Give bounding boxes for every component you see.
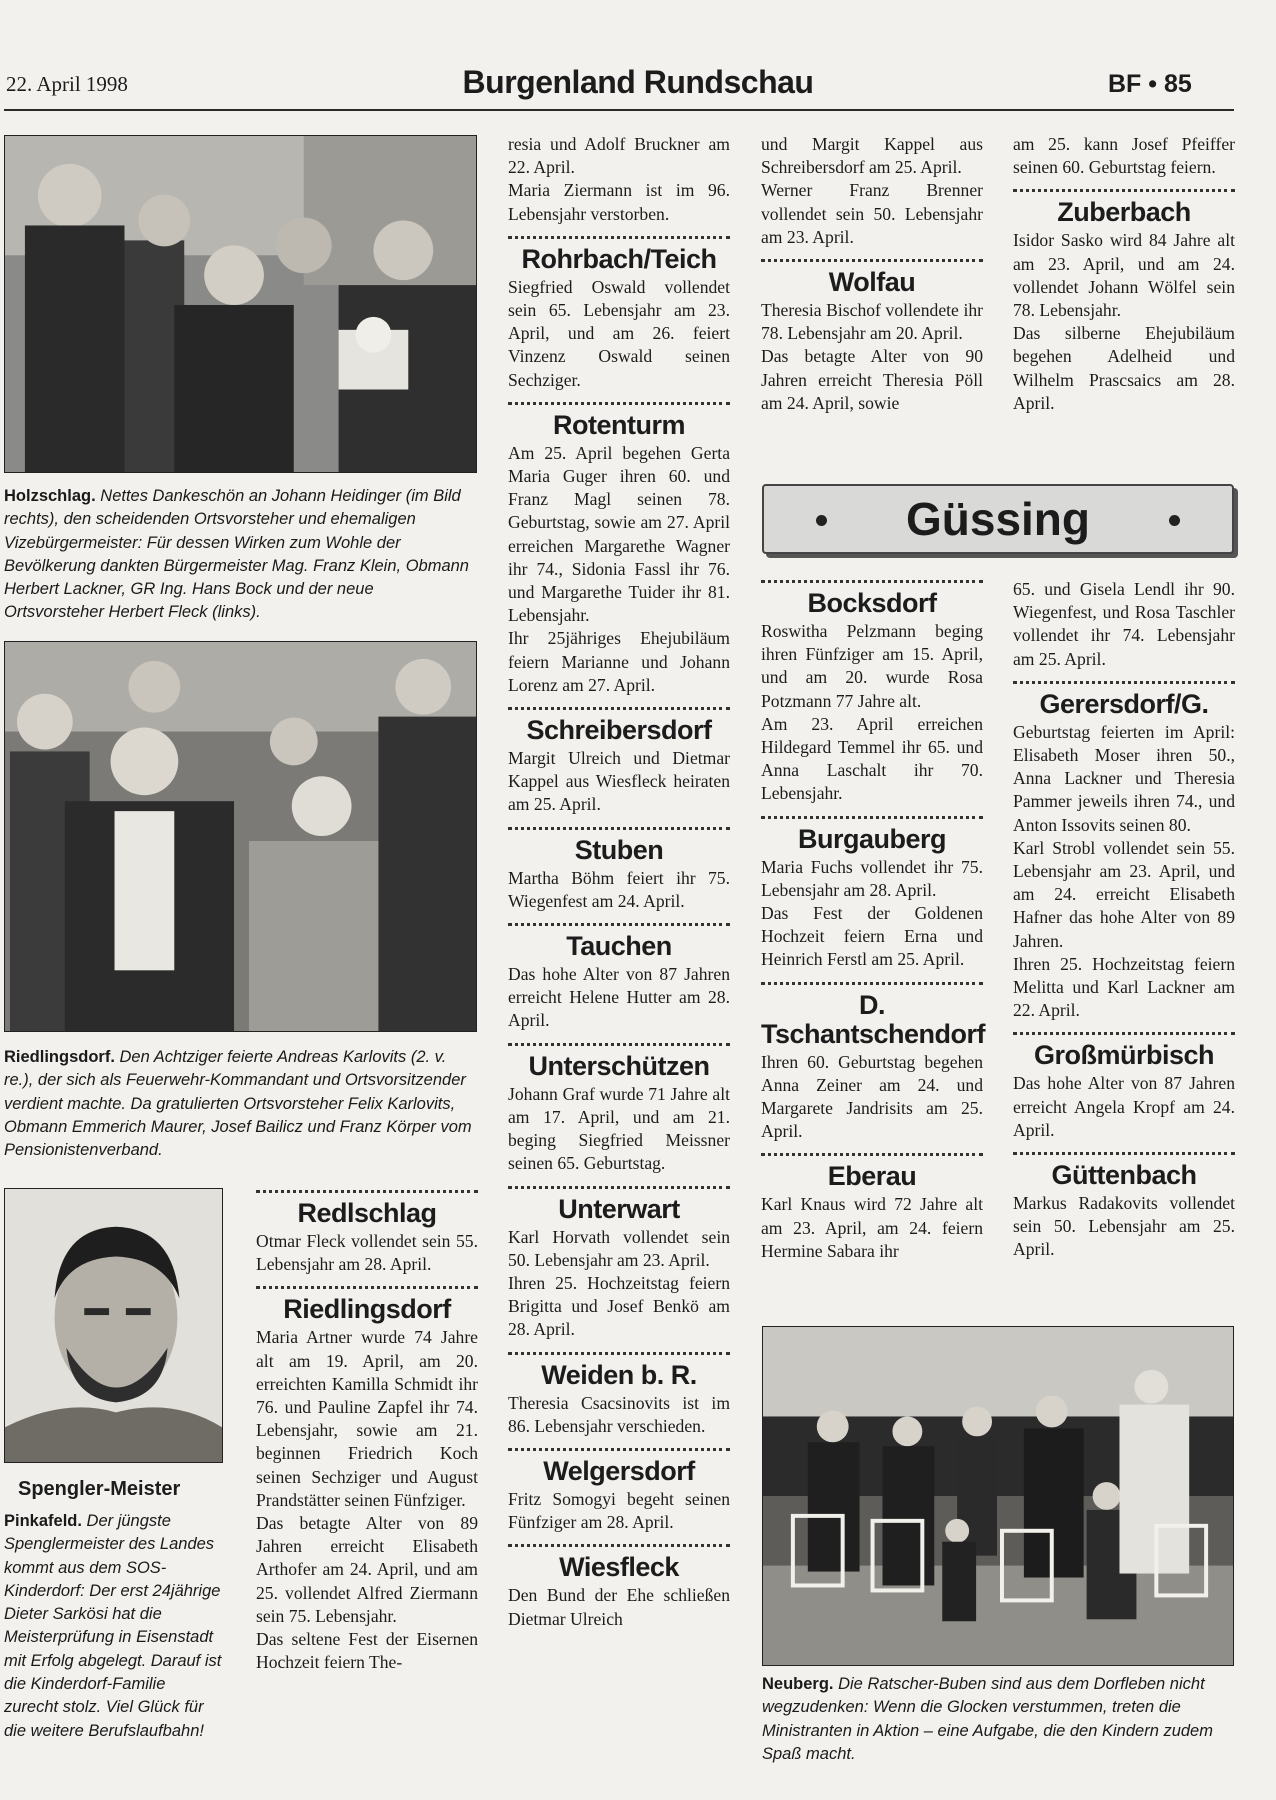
dotted-divider <box>761 1148 983 1156</box>
column-intro: am 25. kann Josef Pfeiffer seinen 60. Geburtstag feiern. <box>1013 134 1235 178</box>
newspaper-title: Burgenland Rundschau <box>462 64 814 100</box>
caption-lead: Riedlingsdorf. <box>4 1048 115 1066</box>
caption-lead: Holzschlag. <box>4 487 96 505</box>
town-heading: Bocksdorf <box>807 588 937 618</box>
issue-date: 22. April 1998 <box>6 72 128 96</box>
dotted-divider <box>508 1038 730 1046</box>
town-heading: Redlschlag <box>297 1198 437 1228</box>
town-heading: Tauchen <box>566 931 672 962</box>
town-heading: Unterwart <box>558 1193 680 1224</box>
town-heading: Gerersdorf/G. <box>1039 688 1209 719</box>
dotted-divider <box>508 1347 730 1355</box>
column-intro: resia und Adolf Bruckner am 22. April. <box>508 134 730 178</box>
column-right1-top <box>761 133 983 415</box>
town-text: Martha Böhm feiert ihr 75. Wiegenfest am 24. April. <box>508 867 730 911</box>
column-intro: Maria Ziermann ist im 96. Lebensjahr verstorben. <box>508 180 730 224</box>
photo-riedlingsdorf <box>4 641 477 1032</box>
town-text: Das betagte Alter von 90 Jahren erreicht Theresia Pöll am 24. April, sowie <box>761 346 983 413</box>
town-text: Das silberne Ehejubiläum begehen Adelheid und Wilhelm Prascsaics am 28. April. <box>1013 323 1235 413</box>
dotted-divider <box>508 918 730 926</box>
town-text: Maria Fuchs vollendet ihr 75. Lebensjahr am 28. April. <box>761 856 983 900</box>
town-heading: Welgersdorf <box>543 1455 695 1486</box>
column-left <box>256 1180 478 1674</box>
town-heading: Rotenturm <box>553 409 685 440</box>
town-text: Otmar Fleck vollendet sein 55. Lebensjahr am 28. April. <box>256 1231 478 1275</box>
caption-text: Die Ratscher-Buben sind aus dem Dorfleben nicht wegzudenken: Wenn die Glocken verstummen, treten die Ministranten in Aktion – eine Aufgabe, die den Kindern zudem Spaß macht. <box>762 1675 1213 1763</box>
caption-spengler <box>4 1510 223 1743</box>
town-text: Den Bund der Ehe schließen Dietmar Ulreich <box>508 1585 730 1629</box>
dotted-divider <box>508 822 730 830</box>
town-heading: Stuben <box>574 834 664 865</box>
column-right1-bottom <box>761 570 986 1263</box>
page-code: BF • 85 <box>1108 70 1192 98</box>
town-text: Karl Horvath vollendet sein 50. Lebensjahr am 23. April. <box>508 1226 730 1270</box>
town-heading: Riedlingsdorf <box>283 1294 451 1325</box>
caption-text: Den Achtziger feierte Andreas Karlovits (2. v. re.), der sich als Feuerwehr-Kommandant und Ortsvorsitzender verdient machte. Da gratulierten Ortsvorsteher Felix Karlovits, Obmann Emmerich Maurer, Josef Bailicz und Franz Körper vom Pensionistenverband. <box>4 1048 472 1160</box>
town-text: Karl Strobl vollendet sein 55. Lebensjahr am 23. April, und am 24. erreicht Elisabeth Hafner das hohe Alter von 89 Jahren. <box>1013 837 1235 951</box>
town-text: Ihren 60. Geburtstag begehen Anna Zeiner am 24. und Margarete Jandrisits am 25. April. <box>761 1051 983 1142</box>
district-banner <box>762 484 1234 554</box>
town-text: Theresia Bischof vollendete ihr 78. Lebensjahr am 20. April. <box>761 300 983 344</box>
caption-text: Der jüngste Spenglermeister des Landes kommt aus dem SOS-Kinderdorf: Der erst 24jährige Dieter Sarkösi hat die Meisterprüfung in Eisenstadt mit Erfolg abgelegt. Darauf ist die Kinderdorf-Familie zurecht stolz. Viel Glück für die weitere Berufslaufbahn! <box>4 1512 222 1740</box>
column-intro: Werner Franz Brenner vollendet sein 50. Lebensjahr am 23. April. <box>761 180 983 247</box>
town-heading: Rohrbach/Teich <box>521 243 717 274</box>
town-text: Ihren 25. Hochzeitstag feiern Melitta und Karl Lackner am 22. April. <box>1013 953 1235 1021</box>
dotted-divider <box>761 575 983 583</box>
town-text: Am 25. April begehen Gerta Maria Guger ihren 60. und Franz Magl seinen 78. Geburtstag, sowie am 27. April erreichen Margarethe Wagner ihr 74., Sidonia Fassl ihr 76. und Margarethe Tuider ihr 81. Lebensjahr. <box>508 442 730 626</box>
town-text: Karl Knaus wird 72 Jahre alt am 23. April, am 24. feiern Hermine Sabara ihr <box>761 1194 983 1261</box>
town-text: Ihr 25jähriges Ehejubiläum feiern Marianne und Johann Lorenz am 27. April. <box>508 628 730 695</box>
dotted-divider <box>508 231 730 239</box>
column-middle <box>508 133 730 1631</box>
town-text: Theresia Csacsinovits ist im 86. Lebensjahr verschieden. <box>508 1392 730 1436</box>
dotted-divider <box>508 397 730 405</box>
town-text: Das Fest der Goldenen Hochzeit feiern Erna und Heinrich Ferstl am 25. April. <box>761 903 983 970</box>
town-text: Das seltene Fest der Eisernen Hochzeit feiern The- <box>256 1629 478 1673</box>
column-right2-bottom <box>1013 578 1235 1262</box>
dotted-divider <box>508 1539 730 1547</box>
town-text: Markus Radakovits vollendet sein 50. Lebensjahr am 25. April. <box>1013 1193 1235 1260</box>
town-heading: Burgauberg <box>797 823 946 854</box>
dotted-divider <box>1013 184 1235 192</box>
town-heading: Wiesfleck <box>559 1552 679 1583</box>
town-text: Das hohe Alter von 87 Jahren erreicht Helene Hutter am 28. April. <box>508 964 730 1031</box>
dotted-divider <box>761 811 983 819</box>
column-intro: 65. und Gisela Lendl ihr 90. Wiegenfest, und Rosa Taschler vollendet ihr 74. Lebensjahr am 25. April. <box>1013 579 1235 669</box>
dotted-divider <box>508 1443 730 1451</box>
town-text: Das betagte Alter von 89 Jahren erreicht Elisabeth Arthofer am 24. April, und am 25. vollendet Alfred Ziermann sein 75. Lebensjahr. <box>256 1513 478 1626</box>
photo-holzschlag <box>4 135 477 473</box>
town-text: Maria Artner wurde 74 Jahre alt am 19. April, am 20. erreichten Kamilla Schmidt ihr 76. und Pauline Zapfel ihr 74. Lebensjahr, sowie am 21. beginnen Friedrich Koch seinen Sechziger und August Prandstätter seinen Fünfziger. <box>256 1327 478 1510</box>
dotted-divider <box>256 1185 478 1193</box>
town-text: Geburtstag feierten im April: Elisabeth Moser ihren 50., Anna Lackner und Theresia Pammer jeweils ihren 74., und Anton Issovits seinen 80. <box>1013 721 1235 835</box>
town-text: Johann Graf wurde 71 Jahre alt am 17. April, und am 21. beging Siegfried Meissner seinen 65. Geburtstag. <box>508 1083 730 1174</box>
town-heading: D. Tschantschendorf <box>761 989 986 1049</box>
dotted-divider <box>508 702 730 710</box>
bullet-icon <box>1169 515 1180 526</box>
column-right2-top <box>1013 133 1235 415</box>
dotted-divider <box>508 1181 730 1189</box>
dotted-divider <box>761 977 983 985</box>
town-heading: Weiden b. R. <box>541 1359 697 1390</box>
banner-label: Güssing <box>905 493 1091 545</box>
town-text: Das hohe Alter von 87 Jahren erreicht Angela Kropf am 24. April. <box>1013 1073 1235 1140</box>
town-heading: Eberau <box>827 1161 917 1192</box>
town-heading: Schreibersdorf <box>526 715 712 746</box>
caption-lead: Pinkafeld. <box>4 1512 82 1530</box>
town-heading: Großmürbisch <box>1033 1040 1215 1071</box>
caption-lead: Neuberg. <box>762 1675 834 1693</box>
dotted-divider <box>1013 1027 1235 1035</box>
town-text: Siegfried Oswald vollendet sein 65. Lebensjahr am 23. April, und am 26. feiert Vinzenz Oswald seinen Sechziger. <box>508 276 730 390</box>
dotted-divider <box>256 1281 478 1289</box>
town-heading: Wolfau <box>828 267 916 298</box>
town-text: Fritz Somogyi begeht seinen Fünfziger am 28. April. <box>508 1488 730 1533</box>
caption-heading-spengler: Spengler-Meister <box>18 1478 181 1500</box>
column-intro: und Margit Kappel aus Schreibersdorf am 25. April. <box>761 134 983 178</box>
dotted-divider <box>1013 1147 1235 1155</box>
caption-riedlingsdorf <box>4 1046 476 1162</box>
caption-holzschlag <box>4 485 476 625</box>
dotted-divider <box>761 254 983 262</box>
photo-portrait <box>4 1188 223 1463</box>
caption-text: Nettes Dankeschön an Johann Heidinger (im Bild rechts), den scheidenden Ortsvorsteher und ehemaligen Vizebürgermeister: Für dessen Wirken zum Wohle der Bevölkerung dankten Bürgermeister Mag. Franz Klein, Obmann Herbert Lackner, GR Ing. Hans Bock und der neue Ortsvorsteher Herbert Fleck (links). <box>4 487 469 622</box>
town-heading: Güttenbach <box>1051 1160 1197 1191</box>
caption-neuberg <box>762 1673 1234 1766</box>
town-text: Margit Ulreich und Dietmar Kappel aus Wiesfleck heiraten am 25. April. <box>508 748 730 815</box>
town-text: Am 23. April erreichen Hildegard Temmel ihr 65. und Anna Laschalt ihr 70. Lebensjahr. <box>761 713 983 804</box>
town-heading: Unterschützen <box>528 1050 710 1081</box>
header-rule <box>4 109 1234 111</box>
town-text: Isidor Sasko wird 84 Jahre alt am 23. April, und am 24. vollendet Johann Wölfel sein 78. Lebensjahr. <box>1013 230 1235 321</box>
photo-neuberg <box>762 1326 1234 1666</box>
town-text: Roswitha Pelzmann beging ihren Fünfziger am 15. April, und am 20. wurde Rosa Potzmann 77 Jahre alt. <box>761 621 983 711</box>
town-text: Ihren 25. Hochzeitstag feiern Brigitta und Josef Benkö am 28. April. <box>508 1272 730 1340</box>
town-heading: Zuberbach <box>1057 197 1191 228</box>
dotted-divider <box>1013 676 1235 684</box>
